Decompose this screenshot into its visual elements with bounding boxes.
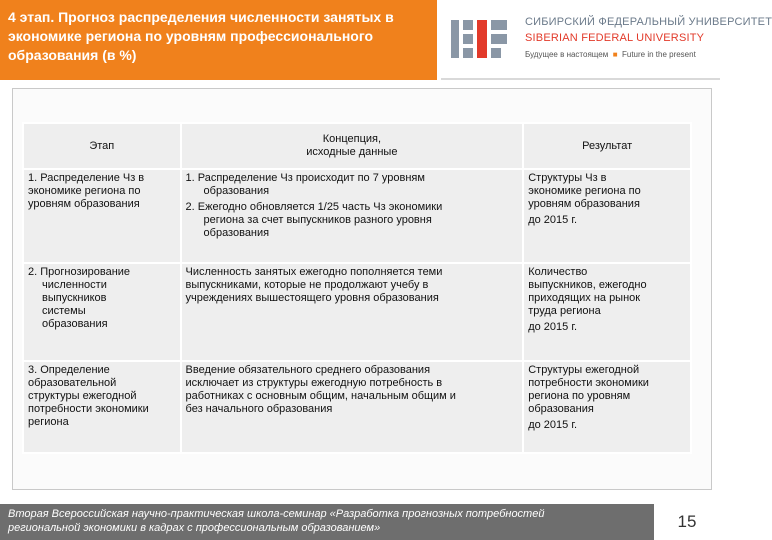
table-header-row: [23, 123, 691, 169]
row3-stage: 3. Определение образовательной структуры ежегодной потребности экономики региона: [23, 361, 181, 453]
page-number: 15: [677, 512, 697, 531]
row3-result: Структуры ежегодной потребности экономики региона по уровням образования до 2015 г.: [523, 361, 691, 453]
header-result: Результат: [523, 123, 691, 169]
row1-concept: 1. Распределение Чз происходит по 7 уровням образования 2. Ежегодно обновляется 1/25 часть Чз экономики региона за счет выпускников разного уровня образования: [181, 169, 524, 263]
header-concept: Концепция, исходные данные: [181, 123, 524, 169]
row1-result: Структуры Чз в экономике региона по уровням образования до 2015 г.: [523, 169, 691, 263]
stages-table: [22, 122, 692, 454]
logo-tagline-ru: Будущее в настоящем: [525, 50, 609, 59]
row2-stage: 2. Прогнозирование численности выпускников системы образования: [23, 263, 181, 361]
header-stage: Этап: [23, 123, 181, 169]
university-logo: [443, 10, 772, 70]
logo-name-en: SIBERIAN FEDERAL UNIVERSITY: [525, 32, 705, 44]
sfu-logo-mark: [447, 14, 511, 64]
header-divider: [441, 78, 720, 80]
table-row: [23, 169, 691, 263]
logo-name-ru: СИБИРСКИЙ ФЕДЕРАЛЬНЫЙ УНИВЕРСИТЕТ: [525, 16, 772, 28]
table-row: [23, 263, 691, 361]
footer-caption: Вторая Всероссийская научно-практическая школа-семинар «Разработка прогнозных потребностей региональной экономики в кадрах с профессиональным образованием»: [8, 508, 545, 534]
logo-tagline: [525, 50, 696, 59]
logo-tagline-en: Future in the present: [621, 50, 696, 59]
bullet-icon: ■: [610, 50, 620, 59]
row3-concept: Введение обязательного среднего образования исключает из структуры ежегодную потребность в работниках с основным общим, начальным общим и без начального образования: [181, 361, 524, 453]
table-row: [23, 361, 691, 453]
row2-concept: Численность занятых ежегодно пополняется теми выпускниками, которые не продолжают учебу в учреждениях вышестоящего уровня образования: [181, 263, 524, 361]
row2-result: Количество выпускников, ежегодно приходящих на рынок труда региона до 2015 г.: [523, 263, 691, 361]
row1-stage: 1. Распределение Чз в экономике региона по уровням образования: [23, 169, 181, 263]
slide-title: 4 этап. Прогноз распределения численности занятых в экономике региона по уровням профессионального образования (в %): [8, 9, 394, 63]
